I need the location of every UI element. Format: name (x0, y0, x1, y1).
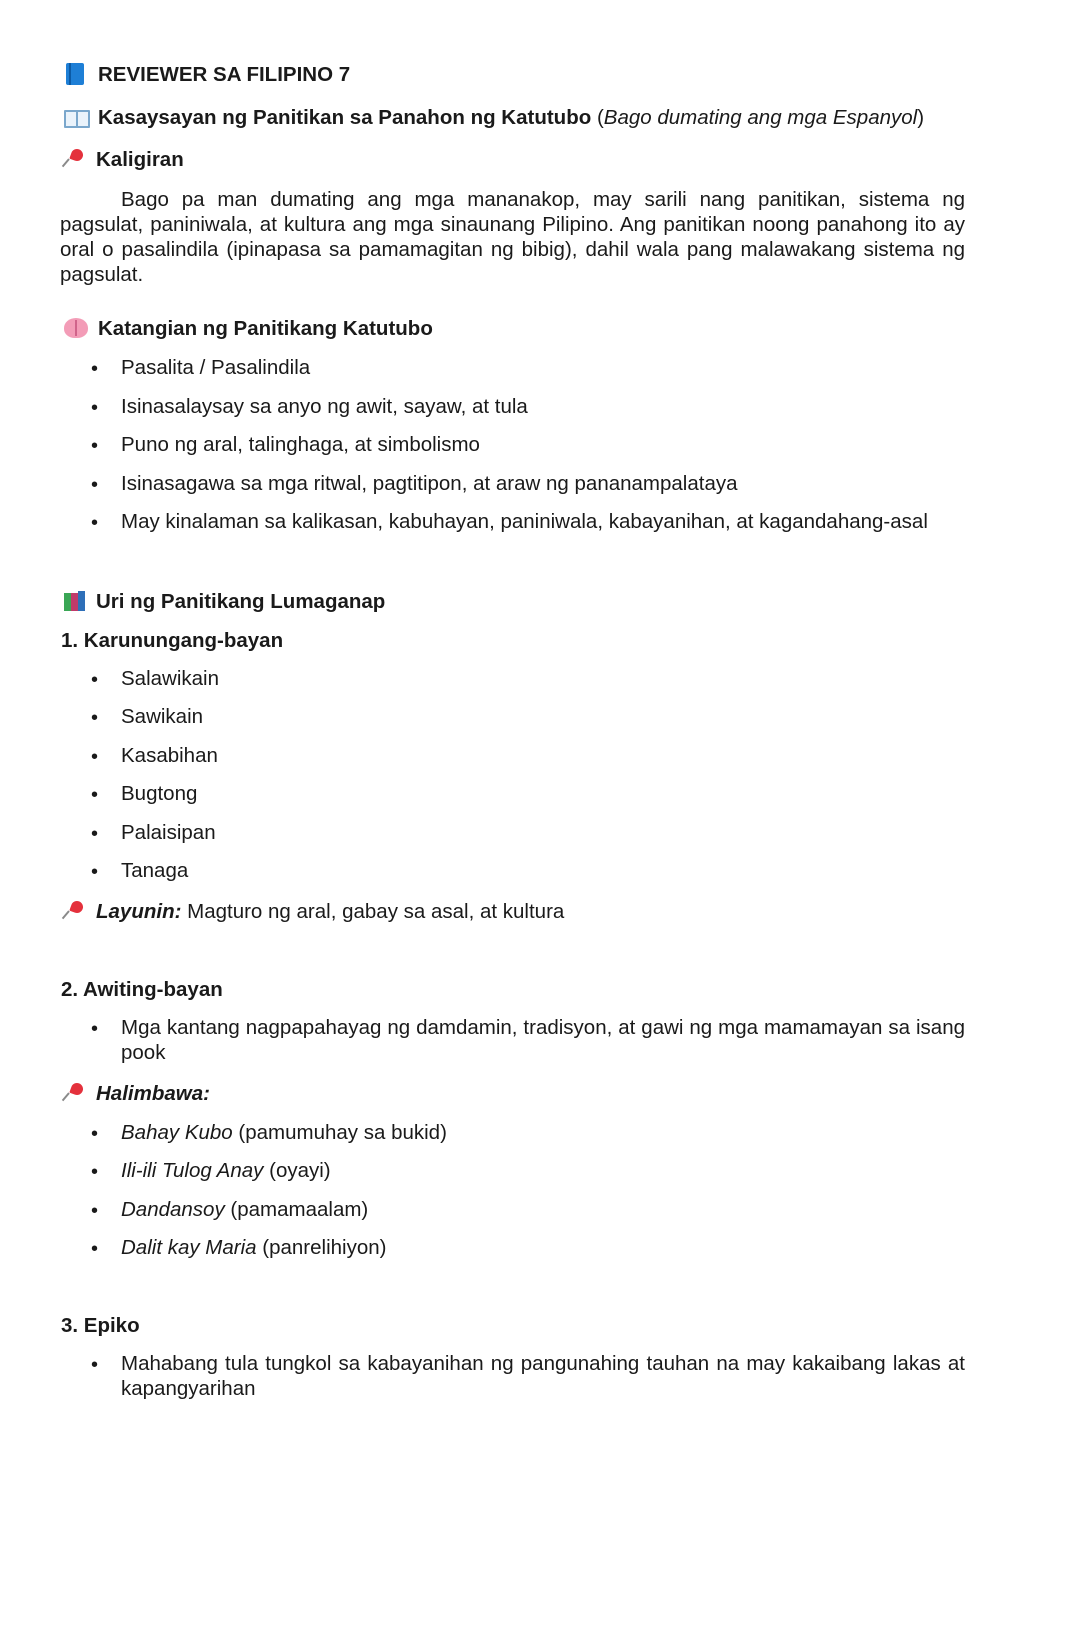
blue-book-icon (66, 63, 84, 85)
bullet-icon: • (91, 707, 99, 729)
layunin-line: Layunin: Magturo ng aral, gabay sa asal, at kultura (64, 898, 564, 926)
list-item: Pasalita / Pasalindila (121, 356, 311, 379)
uri-heading: Uri ng Panitikang Lumaganap (64, 588, 385, 616)
bullet-icon: • (91, 1161, 99, 1183)
karunungan-heading: 1. Karunungang-bayan (61, 629, 284, 652)
list-item: Bahay Kubo (pamumuhay sa bukid) (121, 1121, 447, 1144)
list-item: Puno ng aral, talinghaga, at simbolismo (121, 433, 480, 456)
list-item: Palaisipan (121, 821, 216, 844)
list-item: Isinasagawa sa mga ritwal, pagtitipon, at araw ng pananampalataya (121, 472, 738, 495)
section-heading: Kasaysayan ng Panitikan sa Panahon ng Katutubo (Bago dumating ang mga Espanyol) (64, 104, 924, 132)
list-item: Salawikain (121, 667, 219, 690)
bullet-icon: • (91, 1123, 99, 1145)
pushpin-icon (64, 148, 86, 170)
list-item: Isinasalaysay sa anyo ng awit, sayaw, at tula (121, 395, 528, 418)
list-item: Kasabihan (121, 744, 218, 767)
bullet-icon: • (91, 435, 99, 457)
bullet-icon: • (91, 1238, 99, 1260)
halimbawa-line: Halimbawa: (64, 1080, 210, 1108)
document-title: REVIEWER SA FILIPINO 7 (64, 61, 350, 89)
list-item: Sawikain (121, 705, 204, 728)
awiting-heading: 2. Awiting-bayan (61, 978, 223, 1001)
pushpin-icon (64, 1082, 86, 1104)
bullet-icon: • (91, 746, 99, 768)
bullet-icon: • (91, 358, 99, 380)
katangian-heading: Katangian ng Panitikang Katutubo (64, 315, 433, 343)
bullet-icon: • (91, 1200, 99, 1222)
brain-icon (64, 318, 88, 338)
list-item: Mga kantang nagpapahayag ng damdamin, tradisyon, at gawi ng mga mamamayan sa isang pook (121, 1016, 965, 1064)
bullet-icon: • (91, 823, 99, 845)
open-book-icon (64, 108, 88, 126)
bullet-icon: • (91, 397, 99, 419)
bullet-icon: • (91, 474, 99, 496)
kaligiran-heading: Kaligiran (64, 146, 184, 174)
books-icon (64, 591, 86, 611)
list-item: Ili-ili Tulog Anay (oyayi) (121, 1159, 331, 1182)
list-item: Dalit kay Maria (panrelihiyon) (121, 1236, 387, 1259)
pushpin-icon (64, 900, 86, 922)
bullet-icon: • (91, 784, 99, 806)
list-item: Dandansoy (pamamaalam) (121, 1198, 369, 1221)
list-item: Mahabang tula tungkol sa kabayanihan ng pangunahing tauhan na may kakaibang lakas at kapangyarihan (121, 1352, 965, 1400)
bullet-icon: • (91, 861, 99, 883)
list-item: Tanaga (121, 859, 189, 882)
bullet-icon: • (91, 1018, 99, 1040)
bullet-icon: • (91, 512, 99, 534)
list-item: May kinalaman sa kalikasan, kabuhayan, paniniwala, kabayanihan, at kagandahang-asal (121, 510, 928, 533)
kaligiran-paragraph: Bago pa man dumating ang mga mananakop, may sarili nang panitikan, sistema ng pagsulat, paniniwala, at kultura ang mga sinaunang Pilipino. Ang panitikan noong panahong ito ay oral o pasalindila (ipinapasa sa pamamagitan ng bibig), dahil wala pang malawakang sistema ng pagsulat. (60, 188, 965, 286)
epiko-heading: 3. Epiko (61, 1314, 140, 1337)
bullet-icon: • (91, 669, 99, 691)
bullet-icon: • (91, 1354, 99, 1376)
list-item: Bugtong (121, 782, 198, 805)
